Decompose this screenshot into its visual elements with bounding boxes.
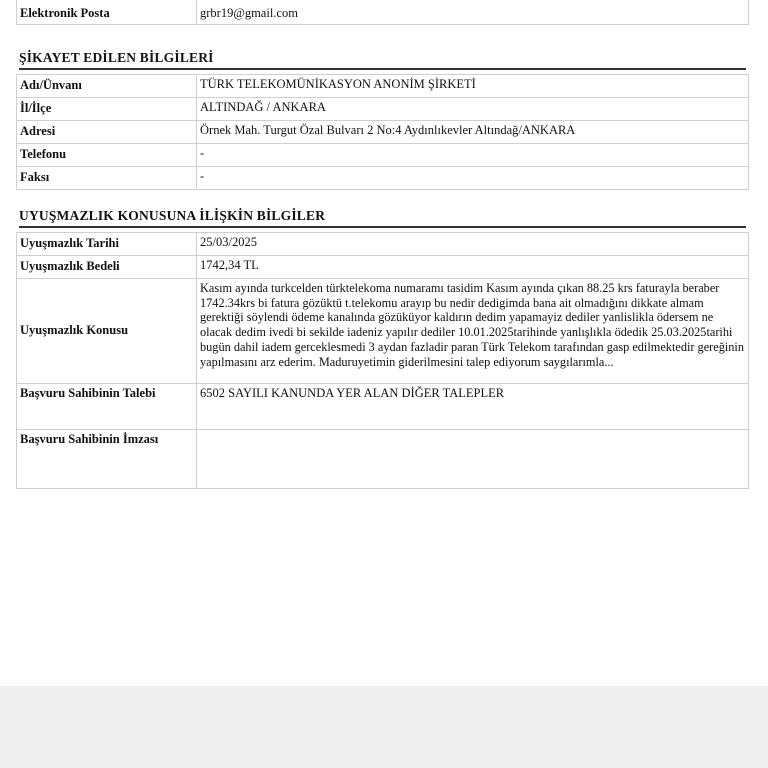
address-value: Örnek Mah. Turgut Özal Bulvarı 2 No:4 Aydınlıkevler Altındağ/ANKARA [197,121,749,144]
city-value: ALTINDAĞ / ANKARA [197,98,749,121]
fax-label: Faksı [17,167,197,190]
subject-row [17,279,749,384]
request-label: Başvuru Sahibinin Talebi [17,384,197,430]
date-row [17,233,749,256]
fax-row [17,167,749,190]
signature-box [197,430,749,489]
complained-section-title: ŞİKAYET EDİLEN BİLGİLERİ [19,50,746,70]
phone-value: - [197,144,749,167]
amount-label: Uyuşmazlık Bedeli [17,256,197,279]
request-value: 6502 SAYILI KANUNDA YER ALAN DİĞER TALEPLER [197,384,749,430]
fax-value: - [197,167,749,190]
email-value: grbr19@gmail.com [197,0,749,25]
date-value: 25/03/2025 [197,233,749,256]
email-row [17,0,749,25]
date-label: Uyuşmazlık Tarihi [17,233,197,256]
signature-label: Başvuru Sahibinin İmzası [17,430,197,489]
phone-row [17,144,749,167]
name-value: TÜRK TELEKOMÜNİKASYON ANONİM ŞİRKETİ [197,75,749,98]
dispute-section-title: UYUŞMAZLIK KONUSUNA İLİŞKİN BİLGİLER [19,208,746,228]
name-label: Adı/Ünvanı [17,75,197,98]
city-row [17,98,749,121]
subject-label: Uyuşmazlık Konusu [17,279,197,384]
address-row [17,121,749,144]
amount-value: 1742,34 TL [197,256,749,279]
name-row [17,75,749,98]
complained-table [16,74,749,190]
city-label: İl/İlçe [17,98,197,121]
footer-band [0,686,768,768]
signature-row [17,430,749,489]
contact-table [16,0,749,25]
phone-label: Telefonu [17,144,197,167]
subject-value: Kasım ayında turkcelden türktelekoma numaramı tasidim Kasım ayında çıkan 88.25 krs faturayla beraber 1742.34krs bi fatura gözüktü t.telekomu arayıp bu nedir dedigimda bana ait olmadığını dikkate almam gerektiği söylendi ödeme kanalında gözüküyor kaldırın dedim yapamayiz dediler yanlislikla ödersem ne olacak dedim ivedi bi sekilde iadeniz yapılır dediler 10.01.2025tarihinde yanlışlıkla ödedik 25.03.2025tarihi bugün dahil iadem gerceklesmedi 3 aydan fazladir paran Türk Telekom tarafından gasp edilmektedir gereğinin yapılmasını arz ederim. Maduruyetimin giderilmesini talep ediyorum saygılarımla... [197,279,749,384]
address-label: Adresi [17,121,197,144]
dispute-table [16,232,749,489]
email-label: Elektronik Posta [17,0,197,25]
request-row [17,384,749,430]
amount-row [17,256,749,279]
